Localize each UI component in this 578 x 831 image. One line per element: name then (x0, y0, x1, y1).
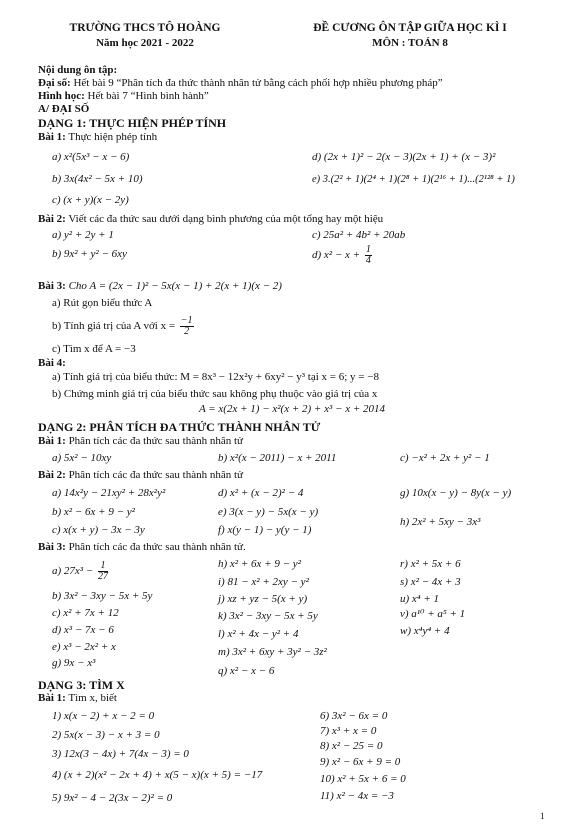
document-title: ĐỀ CƯƠNG ÔN TẬP GIỮA HỌC KÌ I (313, 22, 507, 34)
dang3-item-5: 5) 9x² − 4 − 2(3x − 2)² = 0 (52, 792, 173, 804)
dang2-bai2-item-h: h) 2x² + 5xy − 3x³ (400, 516, 481, 528)
fraction-numerator: 1 (98, 561, 108, 572)
exercise-text: Cho A = (2x − 1)² − 5x(x − 1) + 2(x + 1)(x − 2) (65, 280, 282, 292)
dang3-item-1: 1) x(x − 2) + x − 2 = 0 (52, 710, 155, 722)
dang2-bai3-item-i: i) 81 − x² + 2xy − y² (218, 576, 309, 588)
dang1-bai3-item-c: c) Tìm x để A = −3 (52, 343, 136, 355)
exercise-label: Bài 3: (38, 280, 66, 292)
dang2-bai1-item-b: b) x²(x − 2011) − x + 2011 (218, 452, 337, 464)
fraction (98, 561, 108, 582)
dang2-bai3-item-b: b) 3x² − 3xy − 5x + 5y (52, 590, 153, 602)
fraction-numerator: 1 (365, 244, 371, 255)
dang2-bai3-item-r: r) x² + 5x + 6 (400, 558, 461, 570)
school-year: Năm học 2021 - 2022 (96, 37, 194, 49)
dang2-bai2-item-a: a) 14x²y − 21xy² + 28x²y² (52, 487, 166, 499)
algebra-text: Hết bài 9 “Phân tích đa thức thành nhân tử bằng cách phối hợp nhiều phương pháp” (70, 77, 443, 89)
dang2-bai2-item-d: d) x² + (x − 2)² − 4 (218, 487, 304, 499)
dang2-bai2-item-g: g) 10x(x − y) − 8y(x − y) (400, 487, 512, 499)
fraction-denominator: 27 (98, 571, 109, 582)
dang1-bai1-item-b: b) 3x(4x² − 5x + 10) (52, 173, 143, 185)
dang3-item-10: 10) x² + 5x + 6 = 0 (320, 773, 406, 785)
exercise-text: Phân tích các đa thức sau thành nhân tử (65, 469, 243, 481)
exercise-label: Bài 1: (38, 131, 66, 143)
fraction (180, 316, 194, 337)
fraction-numerator: −1 (180, 315, 193, 326)
dang2-bai3-item-w: w) x⁴y⁴ + 4 (400, 625, 450, 637)
dang3-bai1-heading (38, 692, 117, 705)
dang1-bai4-item-a: a) Tính giá trị của biểu thức: M = 8x³ − 12x²y + 6xy² − y³ tại x = 6; y = −8 (52, 371, 379, 383)
algebra-scope (38, 77, 443, 90)
dang2-bai2-item-c: c) x(x + y) − 3x − 3y (52, 524, 145, 536)
dang2-bai3-item-j: j) xz + yz − 5(x + y) (218, 593, 308, 605)
dang1-bai4-heading: Bài 4: (38, 357, 66, 369)
dang2-bai2-item-f: f) x(y − 1) − y(y − 1) (218, 524, 312, 536)
exercise-text: Phân tích các đa thức sau thành nhân tử (65, 435, 243, 447)
dang1-bai2-item-d (312, 245, 374, 266)
dang2-bai3-item-h: h) x² + 6x + 9 − y² (218, 558, 301, 570)
dang3-item-3: 3) 12x(3 − 4x) + 7(4x − 3) = 0 (52, 748, 189, 760)
dang1-bai4-item-b: b) Chứng minh giá trị của biểu thức sau không phụ thuộc vào giá trị của x (52, 388, 378, 400)
page-number: 1 (540, 811, 545, 821)
algebra-label: Đại số: (38, 77, 71, 89)
dang2-bai3-item-c: c) x² + 7x + 12 (52, 607, 119, 619)
dang1-bai1-heading (38, 131, 157, 144)
dang2-bai3-item-u: u) x⁴ + 1 (400, 593, 440, 605)
expression-text: d) x² − x + (312, 249, 361, 262)
document-subject: MÔN : TOÁN 8 (372, 37, 448, 49)
dang2-bai3-item-e: e) x³ − 2x² + x (52, 641, 116, 653)
dang1-title: DẠNG 1: THỰC HIỆN PHÉP TÍNH (38, 116, 227, 130)
expression-text: b) Tính giá trị của A với x = (52, 320, 176, 333)
section-a-heading: A/ ĐẠI SỐ (38, 103, 90, 115)
exercise-label: Bài 1: (38, 435, 66, 447)
exercise-text: Tìm x, biết (65, 692, 117, 704)
exercise-label: Bài 1: (38, 692, 66, 704)
geometry-label: Hình học: (38, 90, 85, 102)
dang1-bai1-item-c: c) (x + y)(x − 2y) (52, 194, 129, 206)
fraction (365, 245, 372, 266)
content-heading: Nội dung ôn tập: (38, 64, 118, 76)
dang1-bai3-item-a: a) Rút gọn biểu thức A (52, 297, 153, 309)
exercise-label: Bài 2: (38, 213, 66, 225)
dang3-item-11: 11) x² − 4x = −3 (320, 790, 394, 802)
dang1-bai3-item-b (52, 316, 196, 337)
dang3-item-6: 6) 3x² − 6x = 0 (320, 710, 388, 722)
dang2-bai2-heading (38, 469, 243, 482)
dang1-bai1-item-d: d) (2x + 1)² − 2(x − 3)(2x + 1) + (x − 3)² (312, 151, 496, 163)
dang2-title: DẠNG 2: PHÂN TÍCH ĐA THỨC THÀNH NHÂN TỬ (38, 420, 321, 434)
dang2-bai3-heading (38, 541, 246, 554)
dang3-item-8: 8) x² − 25 = 0 (320, 740, 383, 752)
dang1-bai2-item-c: c) 25a² + 4b² + 20ab (312, 229, 406, 241)
dang3-item-4: 4) (x + 2)(x² − 2x + 4) + x(5 − x)(x + 5) = −17 (52, 769, 263, 781)
exercise-text: Thực hiện phép tính (65, 131, 158, 143)
dang2-bai3-item-s: s) x² − 4x + 3 (400, 576, 461, 588)
dang2-bai3-item-m: m) 3x² + 6xy + 3y² − 3z² (218, 646, 327, 658)
dang2-bai1-item-c: c) −x² + 2x + y² − 1 (400, 452, 490, 464)
geometry-text: Hết bài 7 “Hình bình hành” (84, 90, 209, 102)
dang3-item-2: 2) 5x(x − 3) − x + 3 = 0 (52, 729, 160, 741)
dang3-item-9: 9) x² − 6x + 9 = 0 (320, 756, 401, 768)
dang1-bai2-heading (38, 213, 383, 226)
dang2-bai2-item-e: e) 3(x − y) − 5x(x − y) (218, 506, 319, 518)
exercise-text: Phân tích các đa thức sau thành nhân tử. (65, 541, 246, 553)
fraction-denominator: 2 (184, 326, 190, 337)
dang2-bai2-item-b: b) x² − 6x + 9 − y² (52, 506, 135, 518)
dang2-bai3-item-a (52, 561, 110, 582)
school-name: TRƯỜNG THCS TÔ HOÀNG (69, 22, 221, 34)
dang1-bai2-item-b: b) 9x² + y² − 6xy (52, 248, 127, 260)
geometry-scope (38, 90, 209, 103)
dang2-bai1-heading (38, 435, 243, 448)
dang1-bai3-heading (38, 280, 282, 293)
fraction-denominator: 4 (365, 255, 371, 266)
dang1-bai1-item-a: a) x²(5x³ − x − 6) (52, 151, 130, 163)
dang2-bai3-item-q: q) x² − x − 6 (218, 665, 275, 677)
exercise-label: Bài 2: (38, 469, 66, 481)
dang1-bai2-item-a: a) y² + 2y + 1 (52, 229, 114, 241)
dang2-bai1-item-a: a) 5x² − 10xy (52, 452, 112, 464)
dang3-title: DẠNG 3: TÌM X (38, 678, 125, 692)
dang1-bai1-item-e: e) 3.(2² + 1)(2⁴ + 1)(2⁸ + 1)(2¹⁶ + 1)...(2¹²⁸ + 1) (312, 174, 515, 185)
dang2-bai3-item-g: g) 9x − x³ (52, 657, 96, 669)
exercise-label: Bài 3: (38, 541, 66, 553)
expression-text: a) 27x³ − (52, 565, 94, 578)
dang3-item-7: 7) x³ + x = 0 (320, 725, 377, 737)
dang2-bai3-item-k: k) 3x² − 3xy − 5x + 5y (218, 610, 318, 622)
dang2-bai3-item-v: v) a¹⁰ + a⁵ + 1 (400, 608, 466, 620)
dang1-bai4-expression: A = x(2x + 1) − x²(x + 2) + x³ − x + 2014 (198, 403, 386, 415)
dang2-bai3-item-d: d) x³ − 7x − 6 (52, 624, 114, 636)
dang2-bai3-item-l: l) x² + 4x − y² + 4 (218, 628, 299, 640)
exercise-text: Viết các đa thức sau dưới dạng bình phương của một tổng hay một hiệu (65, 213, 384, 225)
